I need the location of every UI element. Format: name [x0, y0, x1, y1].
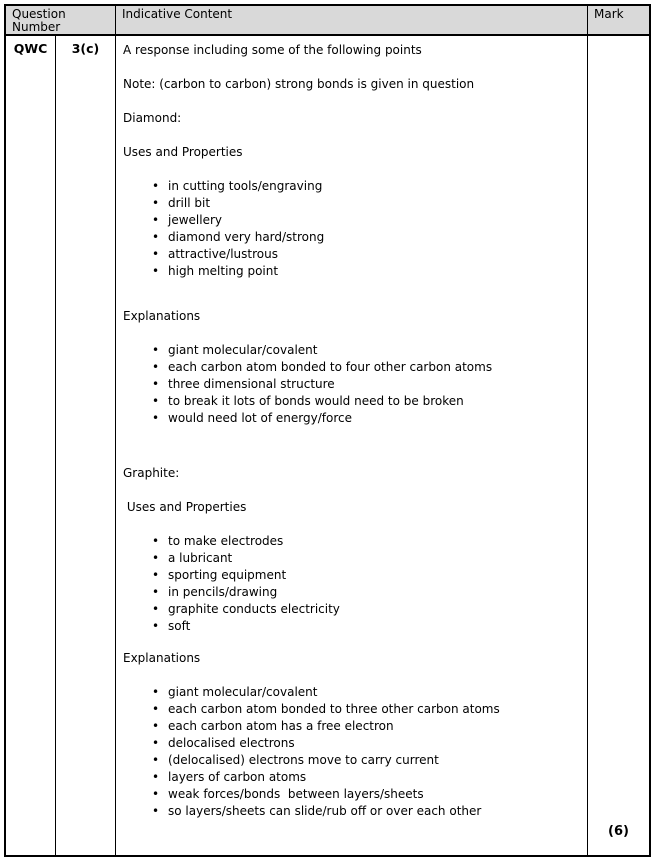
graphite-uses-list [123, 533, 583, 635]
bullet-item: • attractive/lustrous [123, 246, 583, 263]
graphite-uses-heading: Uses and Properties [123, 500, 247, 514]
bullet-item: • giant molecular/covalent [123, 342, 583, 359]
bullet-item: • giant molecular/covalent [123, 684, 583, 701]
mark-value: (6) [608, 824, 629, 839]
diamond-uses-heading: Uses and Properties [123, 145, 243, 159]
bullet-item: • each carbon atom bonded to three other carbon atoms [123, 701, 583, 718]
question-id-cell: 3(c) [56, 36, 116, 855]
diamond-explanations-heading: Explanations [123, 309, 201, 323]
bullet-item: • would need lot of energy/force [123, 410, 583, 427]
diamond-uses-list [123, 178, 583, 280]
bullet-item: • three dimensional structure [123, 376, 583, 393]
diamond-explanations-list [123, 342, 583, 427]
intro-paragraph: A response including some of the following points [123, 43, 422, 57]
header-mark: Mark [594, 7, 624, 21]
table-header-row [6, 6, 649, 36]
bullet-item: • weak forces/bonds between layers/sheets [123, 786, 583, 803]
graphite-heading: Graphite: [123, 466, 180, 480]
bullet-item: • drill bit [123, 195, 583, 212]
header-indicative-content: Indicative Content [116, 6, 588, 34]
bullet-item: • jewellery [123, 212, 583, 229]
bullet-item: • to break it lots of bonds would need to be broken [123, 393, 583, 410]
bullet-item: • to make electrodes [123, 533, 583, 550]
bullet-item: • (delocalised) electrons move to carry current [123, 752, 583, 769]
bullet-item: • a lubricant [123, 550, 583, 567]
indicative-content-cell [116, 36, 588, 855]
mark-cell [588, 36, 649, 855]
mark-scheme-table [4, 4, 651, 857]
table-body-row [6, 36, 649, 855]
graphite-explanations-list [123, 684, 583, 820]
bullet-item: • sporting equipment [123, 567, 583, 584]
bullet-item: • in pencils/drawing [123, 584, 583, 601]
graphite-explanations-heading: Explanations [123, 651, 201, 665]
qwc-cell: QWC [6, 36, 56, 855]
bullet-item: • in cutting tools/engraving [123, 178, 583, 195]
bullet-item: • each carbon atom has a free electron [123, 718, 583, 735]
bullet-item: • high melting point [123, 263, 583, 280]
bullet-item: • delocalised electrons [123, 735, 583, 752]
bullet-item: • diamond very hard/strong [123, 229, 583, 246]
header-question-number: Question Number [6, 6, 116, 34]
diamond-heading: Diamond: [123, 111, 182, 125]
bullet-item: • soft [123, 618, 583, 635]
bullet-item: • each carbon atom bonded to four other carbon atoms [123, 359, 583, 376]
bullet-item: • so layers/sheets can slide/rub off or over each other [123, 803, 583, 820]
bullet-item: • graphite conducts electricity [123, 601, 583, 618]
bullet-item: • layers of carbon atoms [123, 769, 583, 786]
note-paragraph: Note: (carbon to carbon) strong bonds is given in question [123, 77, 475, 91]
